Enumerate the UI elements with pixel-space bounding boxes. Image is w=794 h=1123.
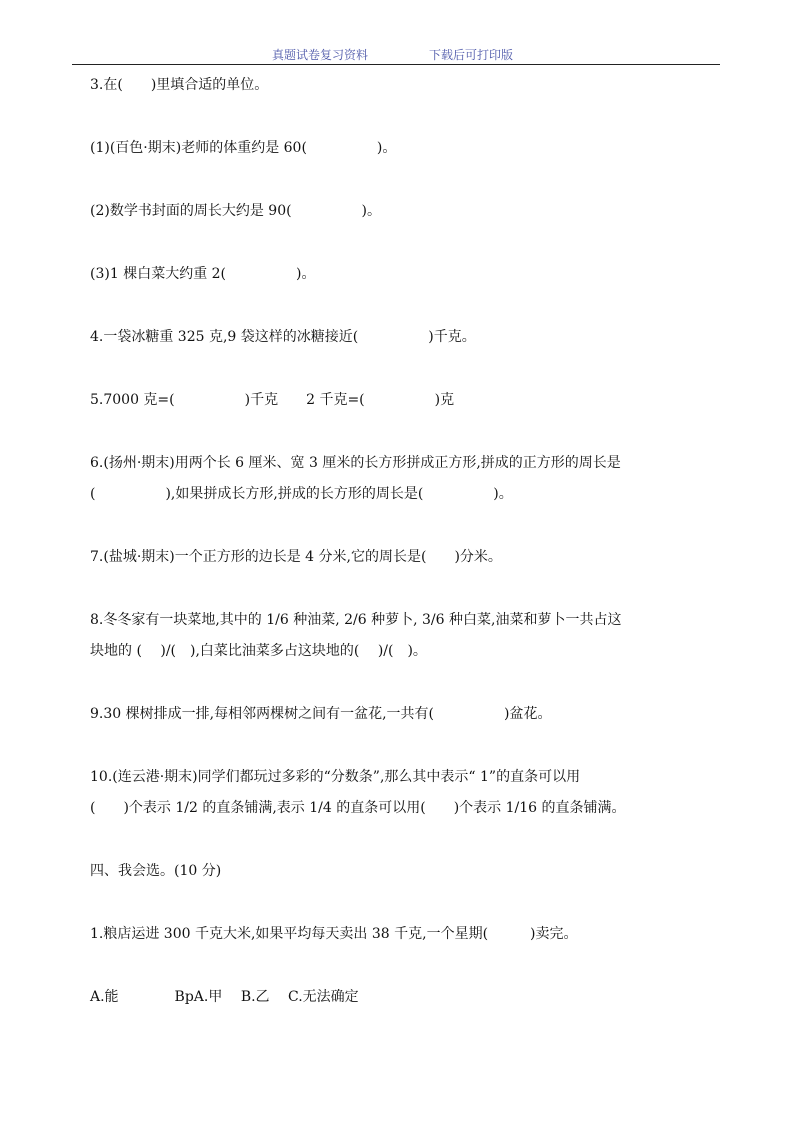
- question-3-part-3: (3)1 棵白菜大约重 2( )。: [90, 266, 316, 282]
- spacer: [90, 510, 720, 542]
- spacer: [90, 573, 720, 605]
- spacer: [90, 101, 720, 133]
- spacer: [90, 353, 720, 385]
- section-4-heading: 四、我会选。(10 分): [90, 863, 222, 879]
- question-4: 4.一袋冰糖重 325 克,9 袋这样的冰糖接近( )千克。: [90, 329, 476, 345]
- question-5: 5.7000 克=( )千克 2 千克=( )克: [90, 392, 455, 408]
- header-left-text: 真题试卷复习资料: [272, 48, 369, 62]
- choice-question-1: 1.粮店运进 300 千克大米,如果平均每天卖出 38 千克,一个星期( )卖完。: [90, 926, 578, 942]
- spacer: [90, 667, 720, 699]
- question-3-title: 3.在( )里填合适的单位。: [90, 77, 269, 93]
- spacer: [90, 887, 720, 919]
- question-8-line-2: 块地的 ( )/( ),白菜比油菜多占这块地的( )/( )。: [90, 643, 427, 659]
- spacer: [90, 416, 720, 448]
- spacer: [90, 290, 720, 322]
- spacer: [90, 164, 720, 196]
- choice-question-1-options: A.能 BpA.甲 B.乙 C.无法确定: [90, 989, 359, 1005]
- question-6-line-2: ( ),如果拼成长方形,拼成的长方形的周长是( )。: [90, 486, 513, 502]
- question-6-line-1: 6.(扬州·期末)用两个长 6 厘米、宽 3 厘米的长方形拼成正方形,拼成的正方形的周长是: [90, 455, 621, 471]
- question-9: 9.30 棵树排成一排,每相邻两棵树之间有一盆花,一共有( )盆花。: [90, 706, 552, 722]
- page-header: [72, 44, 720, 65]
- question-3-part-1: (1)(百色·期末)老师的体重约是 60( )。: [90, 140, 397, 156]
- document-body: [90, 70, 720, 1013]
- spacer: [90, 950, 720, 982]
- spacer: [90, 227, 720, 259]
- question-8-line-1: 8.冬冬家有一块菜地,其中的 1/6 种油菜, 2/6 种萝卜, 3/6 种白菜,油菜和萝卜一共占这: [90, 612, 622, 628]
- header-right-text: 下载后可打印版: [429, 48, 514, 62]
- question-7: 7.(盐城·期末)一个正方形的边长是 4 分米,它的周长是( )分米。: [90, 549, 502, 565]
- question-10-line-1: 10.(连云港·期末)同学们都玩过多彩的“分数条”,那么其中表示“ 1”的直条可以用: [90, 769, 581, 785]
- question-3-part-2: (2)数学书封面的周长大约是 90( )。: [90, 203, 382, 219]
- spacer: [90, 730, 720, 762]
- question-10-line-2: ( )个表示 1/2 的直条铺满,表示 1/4 的直条可以用( )个表示 1/16 的直条铺满。: [90, 800, 626, 816]
- spacer: [90, 824, 720, 856]
